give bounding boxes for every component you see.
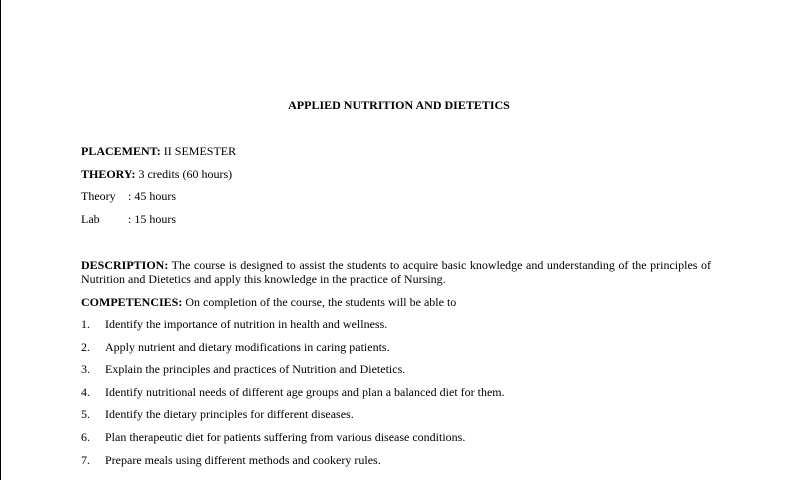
- list-item-number: 7.: [81, 453, 90, 467]
- list-item-text: Identify the importance of nutrition in health and wellness.: [105, 317, 388, 331]
- competencies-label: COMPETENCIES:: [81, 295, 183, 309]
- competencies-intro: On completion of the course, the students will be able to: [182, 295, 457, 309]
- theory-value: 3 credits (60 hours): [135, 167, 233, 181]
- list-item-number: 2.: [81, 340, 90, 354]
- list-item: [81, 340, 390, 354]
- theory-hours-value: : 45 hours: [128, 189, 176, 203]
- document-title: APPLIED NUTRITION AND DIETETICS: [288, 98, 510, 112]
- page-left-edge: [0, 0, 1, 480]
- description-label: DESCRIPTION:: [81, 258, 169, 272]
- theory-label: THEORY:: [81, 167, 136, 181]
- list-item-text: Plan therapeutic diet for patients suffering from various disease conditions.: [105, 430, 466, 444]
- lab-hours-line: [81, 212, 176, 226]
- list-item: [81, 385, 505, 399]
- placement-label: PLACEMENT:: [81, 144, 161, 158]
- theory-credits-line: [81, 167, 232, 181]
- list-item: [81, 407, 354, 421]
- list-item: [81, 430, 465, 444]
- list-item-number: 3.: [81, 362, 90, 376]
- list-item-number: 6.: [81, 430, 90, 444]
- lab-hours-value: : 15 hours: [128, 212, 176, 226]
- theory-hours-label: Theory: [81, 189, 116, 203]
- placement-value: II SEMESTER: [160, 144, 237, 158]
- placement-line: [81, 144, 236, 158]
- description-text: The course is designed to assist the students to acquire basic knowledge and understanding of the principles of Nutrition and Dietetics and apply this knowledge in the practice of Nursing.: [81, 258, 711, 286]
- list-item-text: Explain the principles and practices of Nutrition and Dietetics.: [105, 362, 406, 376]
- list-item-text: Identify nutritional needs of different age groups and plan a balanced diet for them.: [105, 385, 505, 399]
- list-item-number: 5.: [81, 407, 90, 421]
- list-item-number: 1.: [81, 317, 90, 331]
- list-item-number: 4.: [81, 385, 90, 399]
- lab-hours-label: Lab: [81, 212, 100, 226]
- description-paragraph: [81, 258, 711, 286]
- list-item: [81, 453, 381, 467]
- theory-hours-line: [81, 189, 176, 203]
- list-item: [81, 362, 405, 376]
- list-item-text: Prepare meals using different methods and cookery rules.: [105, 453, 381, 467]
- list-item: [81, 317, 387, 331]
- list-item-text: Apply nutrient and dietary modifications in caring patients.: [105, 340, 390, 354]
- list-item-text: Identify the dietary principles for different diseases.: [105, 407, 354, 421]
- competencies-heading: [81, 295, 456, 309]
